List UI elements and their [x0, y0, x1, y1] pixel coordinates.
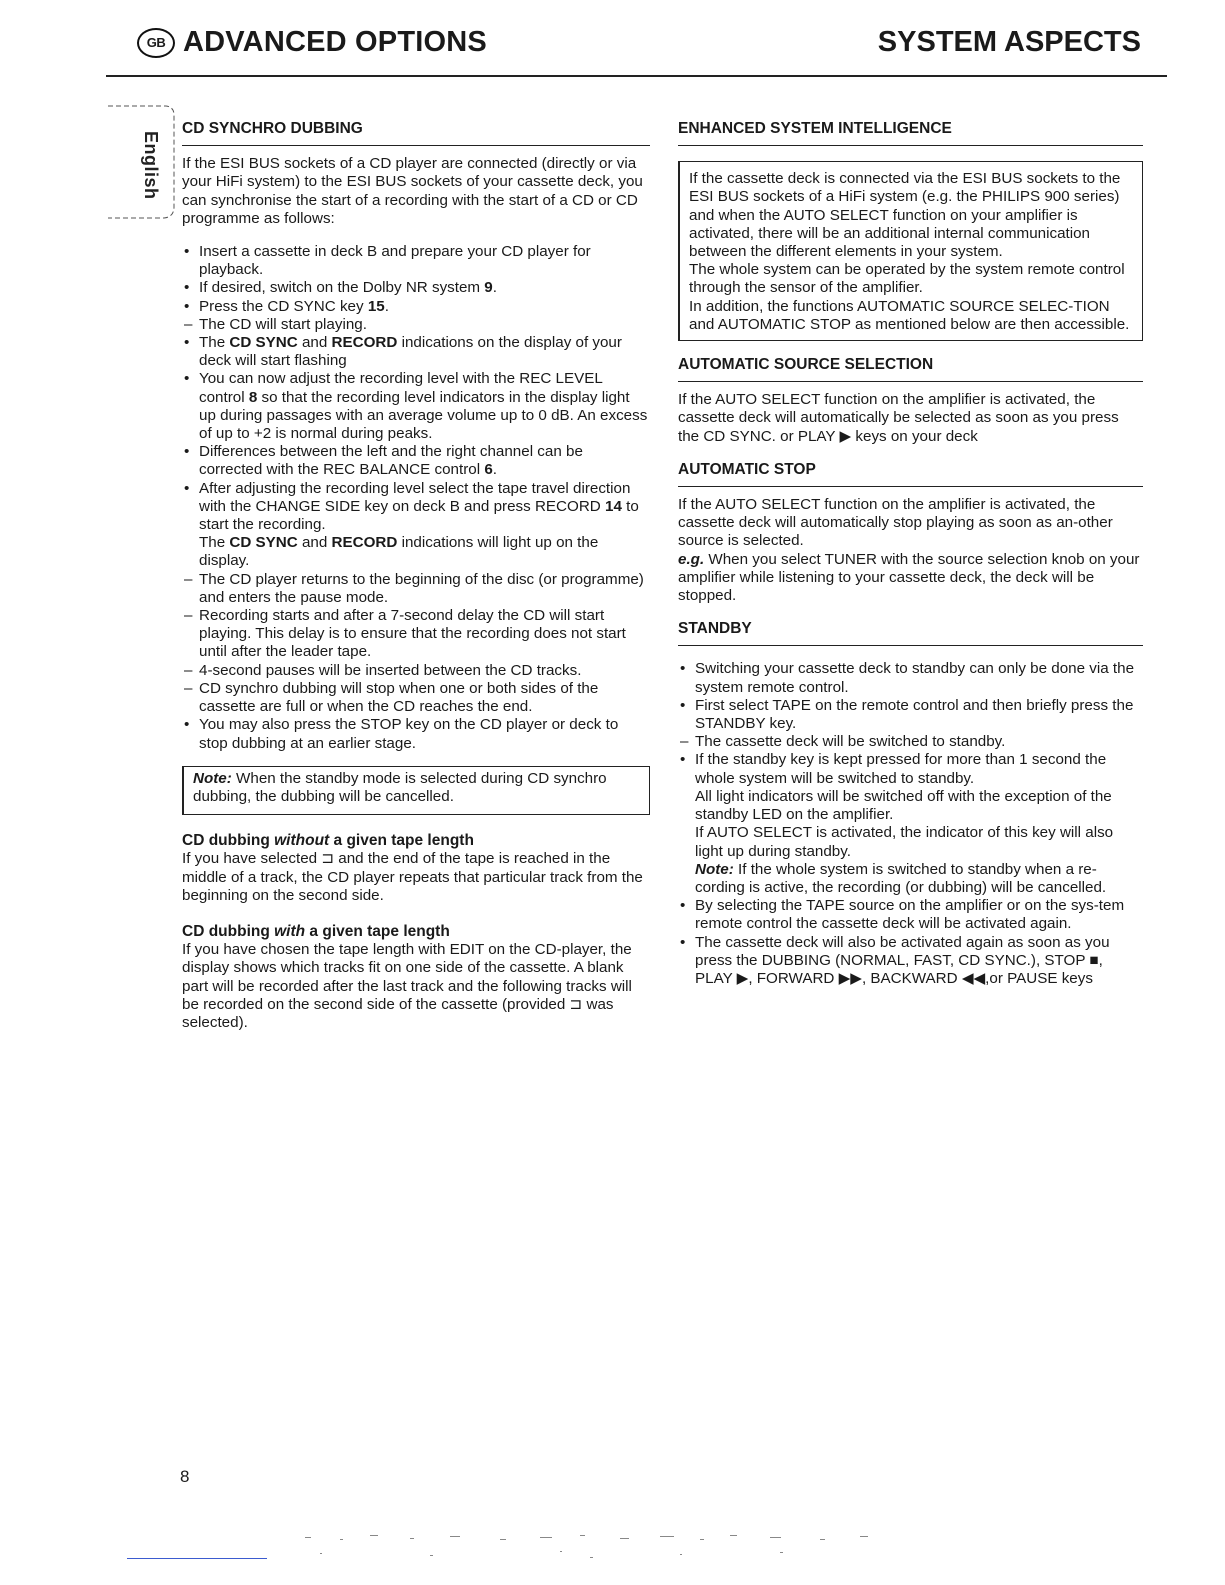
dubbing-with-heading: CD dubbing with a given tape length	[182, 922, 450, 940]
list-item: All light indicators will be switched off with the exception of the standby LED on the amplifier.	[695, 787, 1112, 824]
esi-paragraph-2: The whole system can be operated by the system remote control through the sensor of the amplifier.	[689, 261, 1125, 297]
header-left	[137, 26, 487, 59]
dash-icon: –	[184, 661, 193, 679]
dubbing-with-text: If you have chosen the tape length with EDIT on the CD-player, the display shows which tracks fit on one side of the cassette. A blank part will be recorded after the last track and the following tracks will be recorded on the second side of the cassette (provided ⊐ was selected).	[182, 941, 632, 1031]
note-label: Note:	[193, 769, 232, 787]
list-item: • Insert a cassette in deck B and prepare your CD player for playback.	[184, 243, 591, 279]
bullet-icon: •	[184, 479, 190, 497]
list-item: Note: If the whole system is switched to standby when a re-cording is active, the recording (or dubbing) will be cancelled.	[695, 860, 1107, 896]
list-item: • The CD SYNC and RECORD indications on the display of your deck will start flashing	[184, 334, 622, 370]
auto-stop-text: If the AUTO SELECT function on the amplifier is activated, the cassette deck will automatically stop playing as soon as an-other source is selected.	[678, 496, 1113, 550]
bullet-icon: •	[680, 751, 686, 769]
list-item: – 4-second pauses will be inserted between the CD tracks.	[184, 661, 582, 679]
dubbing-with-section	[182, 923, 650, 1032]
page-number: 8	[180, 1467, 190, 1486]
gb-language-badge: GB	[137, 28, 175, 58]
tape-reverse-icon: ⊐	[321, 850, 335, 868]
list-item: • After adjusting the recording level select the tape travel direction with the CHANGE SIDE key on deck B and press RECORD 14 to start the recording.	[184, 479, 639, 534]
tape-reverse-icon: ⊐	[569, 995, 583, 1013]
dubbing-without-section	[182, 832, 650, 905]
dash-icon: –	[184, 607, 193, 625]
list-item: • If the standby key is kept pressed for more than 1 second the whole system will be switched to standby.	[680, 751, 1107, 787]
list-item: • By selecting the TAPE source on the amplifier or on the sys-tem remote control the cassette deck will be activated again.	[680, 897, 1125, 933]
list-item: – The CD player returns to the beginning of the disc (or programme) and enters the pause mode.	[184, 570, 644, 606]
list-item: • You may also press the STOP key on the CD player or deck to stop dubbing at an earlier stage.	[184, 716, 619, 752]
list-item: The CD SYNC and RECORD indications will light up on the display.	[199, 534, 599, 570]
bullet-icon: •	[184, 334, 190, 352]
bullet-icon: •	[680, 660, 686, 678]
list-item: • Differences between the left and the right channel can be corrected with the REC BALANCE control 6.	[184, 443, 583, 479]
dash-icon: –	[184, 570, 193, 588]
list-item: • You can now adjust the recording level with the REC LEVEL control 8 so that the recording level indicators in the display light up during passages with an average volume up to 0 dB. An excess of up to +2 is normal during peaks.	[184, 370, 648, 443]
bullet-icon: •	[184, 297, 190, 315]
list-item: – The cassette deck will be switched to standby.	[680, 733, 1006, 751]
left-column	[182, 120, 650, 1032]
scan-noise-decoration	[300, 1527, 900, 1567]
bullet-icon: •	[184, 370, 190, 388]
section-title: ADVANCED OPTIONS	[183, 26, 487, 58]
bullet-icon: •	[184, 279, 190, 297]
list-item: – CD synchro dubbing will stop when one or both sides of the cassette are full or when the CD reaches the end.	[184, 679, 599, 716]
list-item: • Press the CD SYNC key 15.	[184, 297, 389, 315]
cd-synchro-dubbing-heading: CD SYNCHRO DUBBING	[182, 120, 650, 146]
auto-source-selection-text: If the AUTO SELECT function on the amplifier is activated, the cassette deck will automatically be selected as soon as you press the CD SYNC. or PLAY ▶ keys on your deck	[678, 391, 1119, 445]
list-item: • Switching your cassette deck to standby can only be done via the system remote control.	[680, 660, 1135, 696]
standby-heading: STANDBY	[678, 620, 1143, 646]
dubbing-without-heading: CD dubbing without a given tape length	[182, 832, 474, 850]
auto-stop-heading: AUTOMATIC STOP	[678, 461, 1143, 487]
bullet-icon: •	[184, 243, 190, 261]
bullet-icon: •	[680, 897, 686, 915]
dash-icon: –	[680, 733, 689, 751]
bullet-icon: •	[680, 696, 686, 714]
dubbing-without-text: If you have selected ⊐ and the end of the tape is reached in the middle of a track, the CD player repeats that particular track from the beginning on the second side.	[182, 850, 643, 904]
dash-icon: –	[184, 679, 193, 697]
bottom-blue-rule	[127, 1558, 267, 1559]
language-tab-label: English	[141, 131, 161, 200]
list-item: – The CD will start playing.	[184, 315, 367, 333]
esi-paragraph-1: If the cassette deck is connected via the ESI BUS sockets to the ESI BUS sockets of a HiFi system (e.g. the PHILIPS 900 series) and when the AUTO SELECT function on your amplifier is activated, there will be an additional internal communication between the different elements in your system.	[689, 170, 1121, 261]
list-item: • First select TAPE on the remote control and then briefly press the STANDBY key.	[680, 696, 1134, 733]
list-item: – Recording starts and after a 7-second delay the CD will start playing. This delay is to ensure that the recording does not start until after the leader tape.	[184, 607, 626, 661]
note-text: When the standby mode is selected during CD synchro dubbing, the dubbing will be cancelled.	[193, 769, 607, 805]
chapter-title: SYSTEM ASPECTS	[877, 26, 1141, 58]
dash-icon: –	[184, 315, 193, 333]
esi-paragraph-3: In addition, the functions AUTOMATIC SOURCE SELEC-TION and AUTOMATIC STOP as mentioned below are then accessible.	[689, 297, 1130, 333]
auto-stop-example: e.g. When you select TUNER with the source selection knob on your amplifier while listening to your cassette deck, the deck will be stopped.	[678, 550, 1140, 605]
bullet-icon: •	[184, 716, 190, 734]
right-column	[678, 120, 1143, 988]
esi-heading: ENHANCED SYSTEM INTELLIGENCE	[678, 120, 1143, 146]
list-item: • If desired, switch on the Dolby NR system 9.	[184, 279, 497, 297]
cd-synchro-steps	[182, 243, 650, 753]
list-item: • The cassette deck will also be activated again as soon as you press the DUBBING (NORMAL, FAST, CD SYNC.), STOP ■, PLAY ▶, FORWARD ▶▶, BACKWARD ◀◀,or PAUSE keys	[680, 933, 1110, 987]
esi-box	[678, 161, 1143, 341]
auto-source-selection-heading: AUTOMATIC SOURCE SELECTION	[678, 356, 1143, 382]
list-item: If AUTO SELECT is activated, the indicator of this key will also light up during standby.	[695, 824, 1114, 860]
standby-steps	[678, 660, 1143, 988]
header-rule	[106, 75, 1167, 77]
page-header	[137, 26, 1141, 66]
cd-synchro-intro: If the ESI BUS sockets of a CD player are connected (directly or via your HiFi system) to the ESI BUS sockets of your cassette deck, you can synchronise the start of a recording with the start of a CD or CD programme as follows:	[182, 155, 643, 227]
bullet-icon: •	[680, 933, 686, 951]
bullet-icon: •	[184, 443, 190, 461]
standby-note-box	[182, 766, 650, 815]
